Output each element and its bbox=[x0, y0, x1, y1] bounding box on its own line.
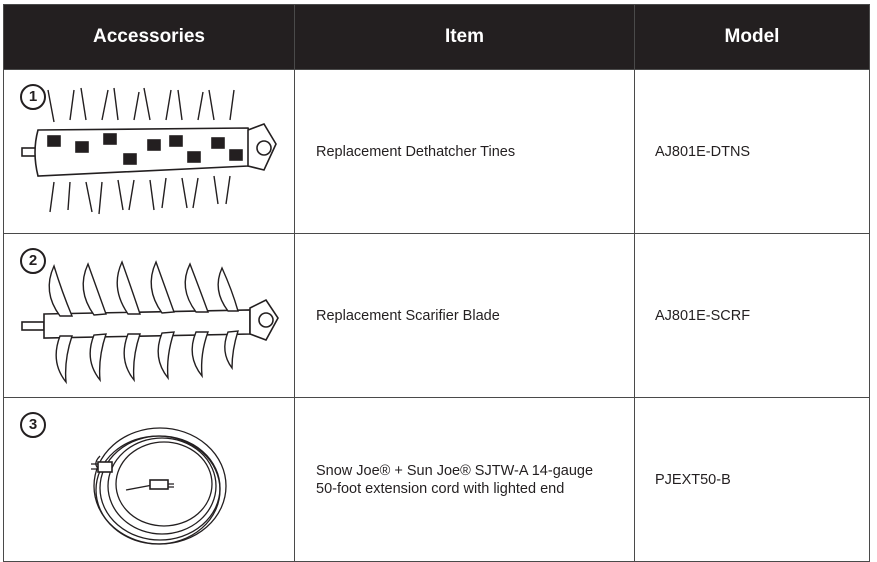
item-number-badge: 2 bbox=[20, 248, 46, 274]
accessory-cell bbox=[4, 70, 295, 234]
item-number-badge: 1 bbox=[20, 84, 46, 110]
item-name: Replacement Dethatcher Tines bbox=[316, 143, 516, 160]
header-model: Model bbox=[635, 5, 870, 70]
model-cell bbox=[635, 398, 870, 562]
accessory-cell bbox=[4, 234, 295, 398]
item-cell bbox=[295, 398, 635, 562]
model-number: PJEXT50-B bbox=[655, 471, 731, 488]
accessory-cell bbox=[4, 398, 295, 562]
header-accessories: Accessories bbox=[4, 5, 295, 70]
model-cell bbox=[635, 234, 870, 398]
model-cell bbox=[635, 70, 870, 234]
item-cell bbox=[295, 234, 635, 398]
header-item: Item bbox=[295, 5, 635, 70]
table-header-row bbox=[4, 5, 870, 70]
accessories-table bbox=[3, 4, 870, 562]
item-name-line-1: Snow Joe® + Sun Joe® SJTW-A 14-gauge bbox=[316, 462, 594, 479]
item-number-badge: 3 bbox=[20, 412, 46, 438]
item-name-line-2: 50-foot extension cord with lighted end bbox=[316, 480, 565, 497]
model-number: AJ801E-SCRF bbox=[655, 307, 751, 324]
item-cell bbox=[295, 70, 635, 234]
scarifier-blade-icon bbox=[20, 242, 282, 392]
table-row bbox=[4, 70, 870, 234]
dethatcher-tines-icon bbox=[20, 78, 282, 228]
extension-cord-icon bbox=[20, 406, 282, 556]
table-row bbox=[4, 398, 870, 562]
item-name: Replacement Scarifier Blade bbox=[316, 307, 500, 324]
model-number: AJ801E-DTNS bbox=[655, 143, 751, 160]
table-row bbox=[4, 234, 870, 398]
